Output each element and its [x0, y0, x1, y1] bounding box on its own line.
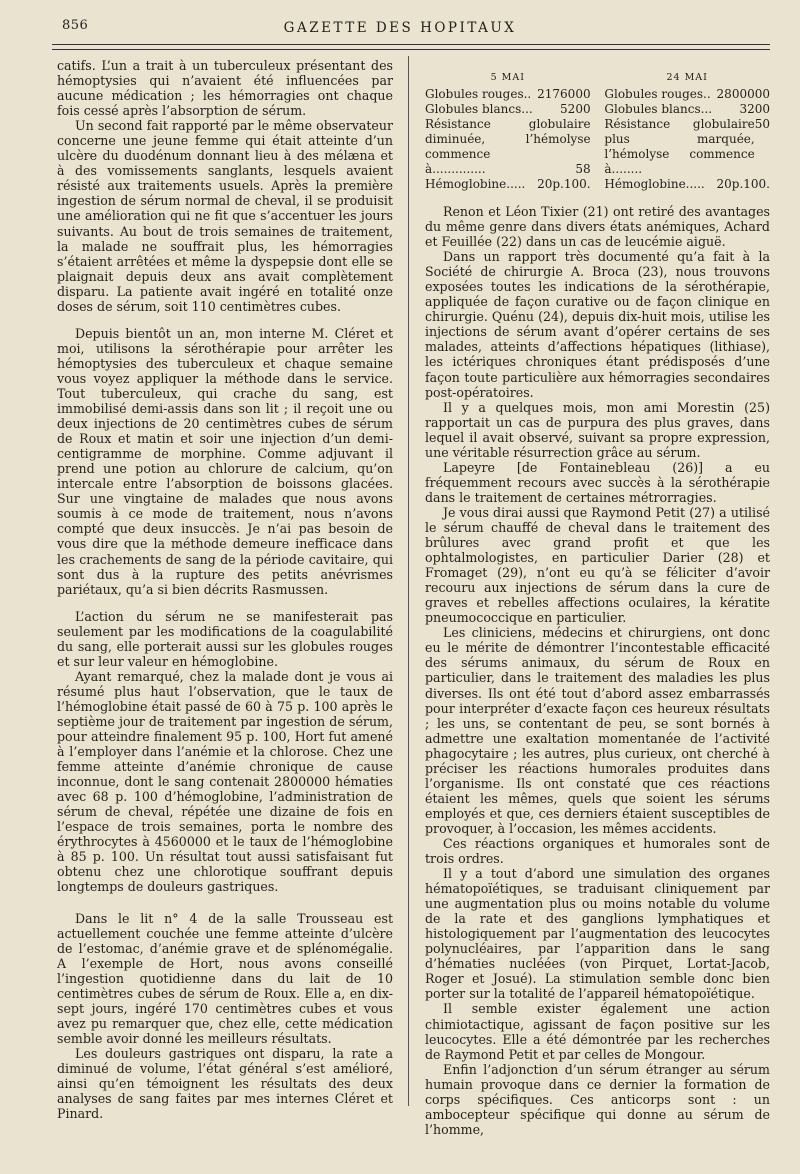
analysis-label: à..............: [425, 162, 486, 176]
blood-analysis-row: [604, 117, 770, 177]
analysis-value: 2176000: [537, 87, 591, 101]
analysis-value: 5200: [560, 102, 591, 116]
analysis-value: 2800000: [716, 87, 770, 101]
analysis-label: Globules rouges..: [425, 87, 532, 101]
column-divider: [408, 56, 409, 1106]
right-paragraph: Enfin l’adjonction d’un sérum étranger au sérum humain provoque dans ce dernier la formation de corps spécifiques. Ces anticorps sont : un ambocepteur spécifique qui donne au sérum de l’homme,: [425, 1061, 770, 1137]
left-paragraph: L’action du sérum ne se manifesterait pas seulement par les modifications de la coagulabilité du sang, elle porterait aussi sur les globules rouges et sur leur valeur en hémoglobine.: [57, 608, 393, 669]
analysis-label: Résistance globulaire plus marquée, l’hémolyse commence à........: [604, 117, 755, 176]
blood-analysis-row: [604, 102, 770, 117]
left-paragraph: Dans le lit n° 4 de la salle Trousseau est actuellement couchée une femme atteinte d’ulcère de l’estomac, d’anémie grave et de splénomégalie. A l’exemple de Hort, nous avons conseillé l’ingestion quotidienne dans du lait de 10 centimètres cubes de sérum de Roux. Elle a, en dix-sept jours, ingéré 170 centimètres cubes et vous avez pu remarquer que, chez elle, cette médication semble avoir donné les meilleurs résultats.: [57, 910, 393, 1046]
left-paragraph: Depuis bientôt un an, mon interne M. Cléret et moi, utilisons la sérothérapie pour arrêter les hémoptysies des tuberculeux et chaque semaine vous voyez appliquer la méthode dans le service. Tout tuberculeux, qui crache du sang, est immobilisé demi-assis dans son lit ; il reçoit une ou deux injections de 20 centimètres cubes de sérum de Roux et matin et soir une injection d’un demi-centigramme de morphine. Comme adjuvant il prend une potion au chlorure de calcium, qu’on intercale entre l’absorption de boissons glacées. Sur une vingtaine de malades que nous avons soumis à ce mode de traitement, nous n’avons compté que deux insuccès. Je n’ai pas besoin de vous dire que la méthode demeure inefficace dans les crachements de sang de la période cavitaire, qui sont dus à la rupture des petits anévrismes pariétaux, qu’a si bien décrits Rasmussen.: [57, 325, 393, 597]
blood-analysis-row: [425, 87, 591, 102]
header-rule: [52, 44, 770, 45]
analysis-date: 5 MAI: [490, 72, 525, 83]
header-rule-thin: [52, 49, 770, 50]
right-paragraph: Il semble exister également une action chimiotactique, agissant de façon positive sur les leucocytes. Elle a été démontrée par les recherches de Raymond Petit et par celles de Mongour.: [425, 1001, 770, 1062]
right-column: [425, 70, 770, 1137]
right-paragraph: Lapeyre [de Fontainebleau (26)] a eu fréquemment recours avec succès à la sérothérapie dans le traitement de certaines métrorragies.: [425, 459, 770, 505]
right-paragraph: Il y a tout d’abord une simulation des organes hématopoïétiques, se traduisant cliniquement par une augmentation plus ou moins notable du volume de la rate et des ganglions lymphatiques et histologiquement par l’augmentation des leucocytes polynucléaires, par l’apparition dans le sang d’hématies nucléées (von Pirquet, Lortat-Jacob, Roger et Josué). La stimulation semble donc bien porter sur la totalité de l’appareil hématopoïétique.: [425, 866, 770, 1002]
paragraph-spacer: [57, 895, 393, 911]
analysis-label: Hémoglobine.....: [604, 177, 705, 191]
left-paragraph: catifs. L’un a trait à un tuberculeux présentant des hémoptysies qui n’avaient été influencées par aucune médication ; les hémorragies ont chaque fois cessé après l’absorption de sérum.: [57, 58, 393, 119]
blood-analysis-row: [425, 117, 591, 162]
analysis-value: 20p.100.: [537, 177, 591, 191]
page-number: 856: [62, 18, 89, 33]
blood-analysis-row: [425, 162, 591, 177]
blood-analysis-row: [604, 177, 770, 192]
journal-title: GAZETTE DES HOPITAUX: [283, 20, 517, 36]
right-paragraph: Je vous dirai aussi que Raymond Petit (27) a utilisé le sérum chauffé de cheval dans le traitement des brûlures avec grand profit et que les ophtalmologistes, en particulier Darier (28) et Fromaget (29), n’ont eu qu’à se féliciter d’avoir recouru aux injections de sérum dans la cure de graves et rebelles affections oculaires, la kératite pneumococcique en particulier.: [425, 504, 770, 626]
right-paragraph: Renon et Léon Tixier (21) ont retiré des avantages du même genre dans divers états anémiques, Achard et Feuillée (22) dans un cas de leucémie aiguë.: [425, 204, 770, 250]
right-paragraph: Les cliniciens, médecins et chirurgiens, ont donc eu le mérite de démontrer l’incontestable efficacité des sérums animaux, du sérum de Roux en particulier, dans le traitement des maladies les plus diverses. Ils ont été tout d’abord assez embarrassés pour interpréter d’exacte façon ces heureux résultats ; les uns, se contentant de peu, se sont bornés à admettre une exaltation momentanée de l’activité phagocytaire ; les autres, plus curieux, ont cherché à préciser les réactions humorales produites dans l’organisme. Ils ont constaté que ces réactions étaient les mêmes, quels que soient les sérums employés et que, ces derniers étaient susceptibles de provoquer, à l’occasion, les mêmes accidents.: [425, 625, 770, 836]
blood-analysis-column: [604, 70, 770, 192]
analysis-label: Résistance globulaire diminuée, l’hémolyse commence: [425, 117, 591, 161]
left-paragraph: Un second fait rapporté par le même observateur concerne une jeune femme qui était atteinte d’un ulcère du duodénum donnant lieu à des mélæna et à des vomissements sanglants, lesquels avaient résisté aux traitements usuels. Après la première ingestion de sérum normal de cheval, il se produisit une amélioration qui ne fit que s’accentuer les jours suivants. Au bout de trois semaines de traitement, la malade ne souffrait plus, les hémorragies s’étaient arrêtées et même la dyspepsie dont elle se plaignait depuis deux ans avait complètement disparu. La patiente avait ingéré en totalité onze doses de sérum, soit 110 centimètres cubes.: [57, 118, 393, 314]
analysis-date: 24 MAI: [666, 72, 708, 83]
analysis-label: Globules rouges..: [604, 87, 711, 101]
blood-analysis-row: [425, 177, 591, 192]
right-paragraph: Ces réactions organiques et humorales sont de trois ordres.: [425, 835, 770, 867]
blood-analysis-column: [425, 70, 591, 192]
right-paragraph: Il y a quelques mois, mon ami Morestin (25) rapportait un cas de purpura des plus graves, dans lequel il avait observé, suivant sa propre expression, une véritable résurrection grâce au sérum.: [425, 399, 770, 460]
left-paragraph: Ayant remarqué, chez la malade dont je vous ai résumé plus haut l’observation, que le taux de l’hémoglobine était passé de 60 à 75 p. 100 après le septième jour de traitement par ingestion de sérum, pour atteindre finalement 95 p. 100, Hort fut amené à l’employer dans l’anémie et la chlorose. Chez une femme atteinte d’anémie chronique de cause inconnue, dont le sang contenait 2800000 hématies avec 68 p. 100 d’hémoglobine, l’administration de sérum de cheval, répétée une dizaine de fois en l’espace de trois semaines, porta le nombre des érythrocytes à 4560000 et le taux de l’hémoglobine à 85 p. 100. Un résultat tout aussi satisfaisant fut obtenu chez une chlorotique souffrant depuis longtemps de douleurs gastriques.: [57, 668, 393, 895]
analysis-value: 50: [754, 117, 770, 131]
right-paragraph: Dans un rapport très documenté qu’a fait à la Société de chirurgie A. Broca (23), nous trouvons exposées toutes les indications de la sérothérapie, appliquée de façon curative ou de façon clinique en chirurgie. Quénu (24), depuis dix-huit mois, utilise les injections de sérum avant d’opérer certains de ses malades, atteints d’affections hépatiques (lithiase), les ictériques chroniques étant prédisposés d’une façon toute particulière aux hémorragies secondaires post-opératoires.: [425, 249, 770, 400]
blood-analysis-table: [425, 70, 770, 192]
analysis-label: Globules blancs...: [425, 102, 533, 116]
paragraph-spacer: [57, 597, 393, 609]
left-paragraph: Les douleurs gastriques ont disparu, la rate a diminué de volume, l’état général s’est amélioré, ainsi qu’en témoignent les résultats des deux analyses de sang faites par mes internes Cléret et Pinard.: [57, 1045, 393, 1122]
paragraph-spacer: [57, 314, 393, 326]
analysis-label: Hémoglobine.....: [425, 177, 526, 191]
analysis-label: Globules blancs...: [604, 102, 713, 116]
analysis-value: 20p.100.: [716, 177, 770, 191]
blood-analysis-row: [425, 102, 591, 117]
analysis-value: 58: [575, 162, 591, 176]
blood-analysis-row: [604, 87, 770, 102]
analysis-value: 3200: [739, 102, 770, 116]
left-column: [57, 58, 393, 1121]
